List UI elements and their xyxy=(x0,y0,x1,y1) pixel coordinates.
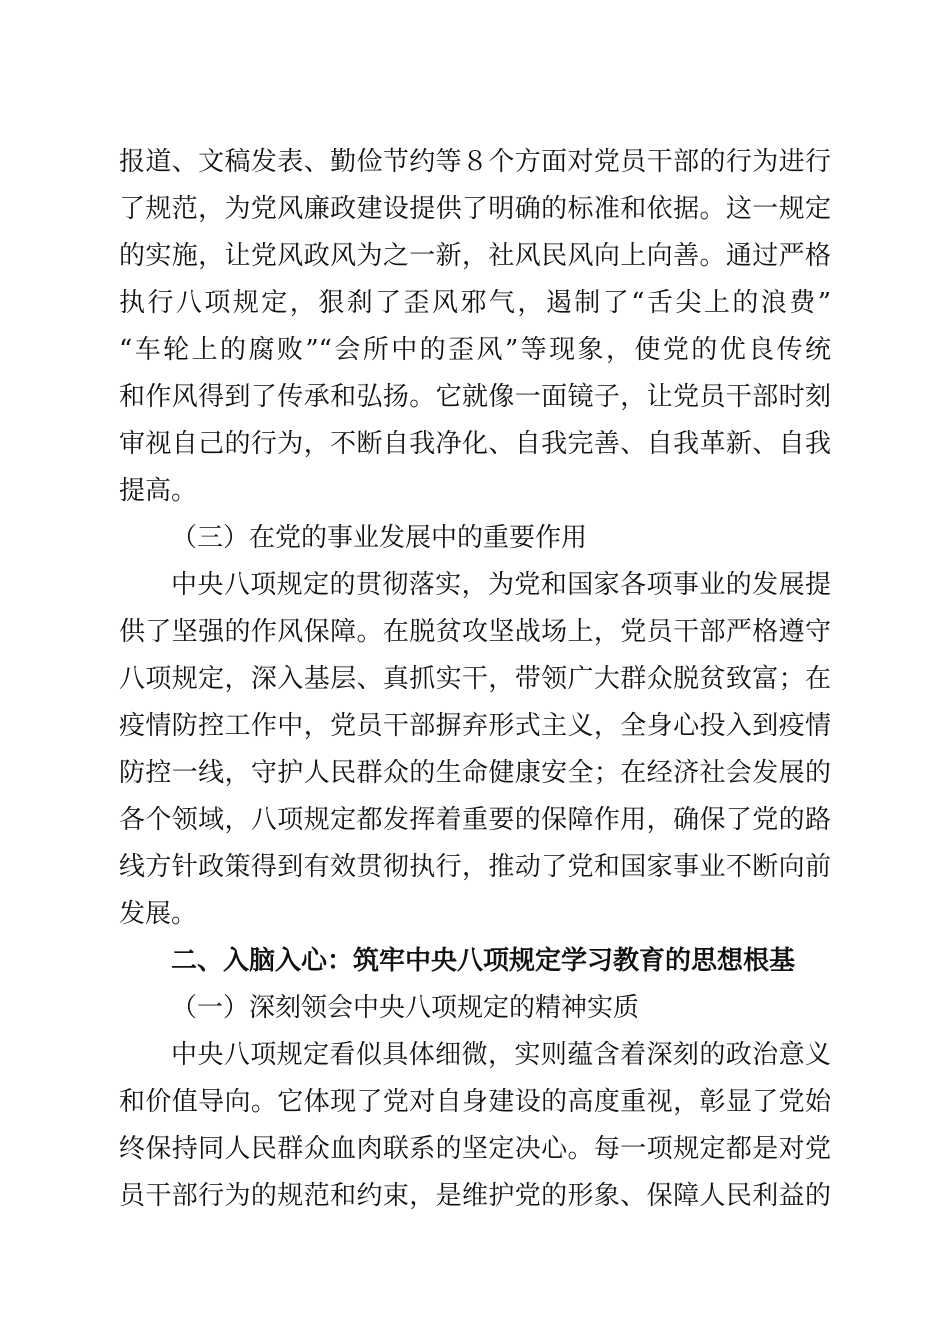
body-text-line: 各个领域，八项规定都发挥着重要的保障作用，确保了党的路 xyxy=(119,805,831,835)
body-text-line: 八项规定，深入基层、真抓实干，带领广大群众脱贫致富；在 xyxy=(119,664,831,694)
body-text-line: 防控一线，守护人民群众的生命健康安全；在经济社会发展的 xyxy=(119,758,831,788)
body-text-line: 员干部行为的规范和约束，是维护党的形象、保障人民利益的 xyxy=(119,1181,831,1211)
body-text-line: 疫情防控工作中，党员干部摒弃形式主义，全身心投入到疫情 xyxy=(119,711,831,741)
body-text-line: 提高。 xyxy=(119,476,198,506)
body-text-line: 发展。 xyxy=(119,899,198,929)
body-text-line: 的实施，让党风政风为之一新，社风民风向上向善。通过严格 xyxy=(119,241,831,271)
section-subheading: （一）深刻领会中央八项规定的精神实质 xyxy=(171,993,640,1023)
body-text-line: 供了坚强的作风保障。在脱贫攻坚战场上，党员干部严格遵守 xyxy=(119,617,831,647)
section-heading: 二、入脑入心：筑牢中央八项规定学习教育的思想根基 xyxy=(171,946,796,976)
body-text-line: 和价值导向。它体现了党对自身建设的高度重视，彰显了党始 xyxy=(119,1087,831,1117)
section-subheading: （三）在党的事业发展中的重要作用 xyxy=(171,523,588,553)
paragraph-first-line: 中央八项规定的贯彻落实，为党和国家各项事业的发展提 xyxy=(171,570,831,600)
body-text-line: 执行八项规定，狠刹了歪风邪气，遏制了“舌尖上的浪费” xyxy=(119,288,831,318)
paragraph-first-line: 中央八项规定看似具体细微，实则蕴含着深刻的政治意义 xyxy=(171,1040,831,1070)
body-text-line: 线方针政策得到有效贯彻执行，推动了党和国家事业不断向前 xyxy=(119,852,831,882)
body-text-line: “车轮上的腐败”“会所中的歪风”等现象，使党的优良传统 xyxy=(119,335,831,365)
body-text-line: 报道、文稿发表、勤俭节约等８个方面对党员干部的行为进行 xyxy=(119,147,831,177)
body-text-line: 审视自己的行为，不断自我净化、自我完善、自我革新、自我 xyxy=(119,429,831,459)
body-text-line: 和作风得到了传承和弘扬。它就像一面镜子，让党员干部时刻 xyxy=(119,382,831,412)
body-text-line: 了规范，为党风廉政建设提供了明确的标准和依据。这一规定 xyxy=(119,194,831,224)
body-text-line: 终保持同人民群众血肉联系的坚定决心。每一项规定都是对党 xyxy=(119,1134,831,1164)
